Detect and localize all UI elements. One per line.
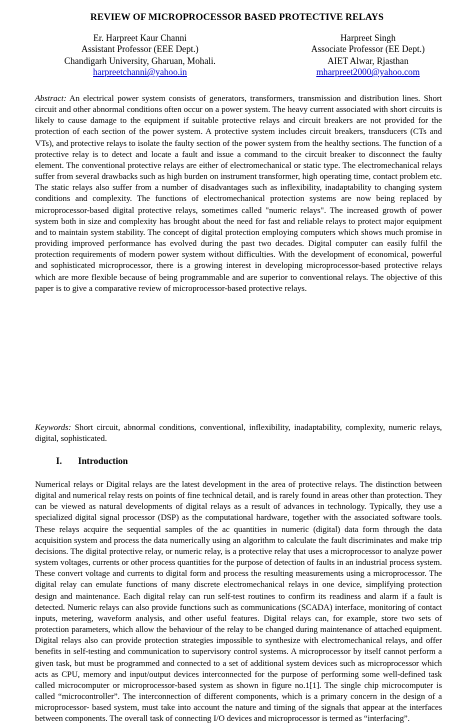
author-affiliation: Chandigarh University, Gharuan, Mohali. xyxy=(64,55,216,66)
abstract-label: Abstract: xyxy=(35,93,67,103)
keywords-paragraph xyxy=(35,422,442,444)
keywords-text: Short circuit, abnormal conditions, conventional, inflexibility, inadaptability, complexity, numeric relays, digital, sophisticated. xyxy=(35,422,443,444)
author-position: Associate Professor (EE Dept.) xyxy=(311,44,425,55)
author-affiliation: AIET Alwar, Rjasthan xyxy=(327,55,409,66)
section-number: I. xyxy=(56,456,62,466)
author-block-2 xyxy=(288,33,448,78)
author-name: Er. Harpreet Kaur Channi xyxy=(93,33,187,43)
abstract-paragraph xyxy=(35,93,442,294)
paper-title: REVIEW OF MICROPROCESSOR BASED PROTECTIVE RELAYS xyxy=(90,12,384,23)
introduction-paragraph: Numerical relays or Digital relays are the latest development in the area of protective relays. The distinction between digital and numerical relay rests on points of fine technical detail, and is rarely found in areas other than protection. They can be viewed as natural developments of digital relays as a result of advances in technology. Typically, they use a specialized digital signal processor (DSP) as the computational hardware, together with the associated software tools. These relays acquire the sequential samples of the ac quantities in numeric (digital) data form through the data acquisition system and process the data numerically using an algorithm to calculate the fault discriminates and make trip decisions. The digital protective relay, or numeric relay, is a protective relay that uses a microprocessor to analyze power system voltages, currents or other process quantities for the purpose of detection of faults in an industrial process system. These convert voltage and currents to digital form and process the resulting measurements using a microprocessor. The digital relay can emulate functions of many discrete electromechanical relays in one device, simplifying protection design and maintenance. Each digital relay can run self-test routines to confirm its readiness and alarm if a fault is detected. Numeric relays can also provide functions such as communications (SCADA) interface, monitoring of contact inputs, metering, waveform analysis, and other useful features. Digital relays can, for example, store two sets of protection parameters, which allow the behaviour of the relay to be changed during maintenance of attached equipment. Digital relays also can provide protection strategies impossible to synthesize with electromechanical relays, and offer benefits in self-testing and communication to supervisory control systems. A microprocessor by itself cannot perform a given task, but must be programmed and connected to a set of additional system devices such as microprocessor which acts as CPU, memory and input/output devices interconnected for the purpose of performing some well-defined task called microcomputer or microprocessor-based system as shown in figure no.1[1]. The single chip microcomputer is called “microcontroller”. The interconnection of different components, which is a primary concern in the design of a microprocessor- based system, must take into account the nature and timing of the signals that appear at the interfaces between components. The overall task of connecting I/O devices and microprocessor is termed as “interfacing”. xyxy=(35,480,442,724)
author-email-link[interactable]: harpreetchanni@yahoo.in xyxy=(93,66,187,77)
section-heading xyxy=(56,456,128,466)
abstract-text: An electrical power system consists of generators, transformers, transmission and distribution lines. Short circuit and other abnormal conditions often occur on a power system. The heavy current associated with short circuits is likely to cause damage to the equipment if suitable protective relays and circuit breakers are not provided for the protection of each section of the power system. A protective system includes circuit breakers, transducers (CTs and VTs), and protective relays to isolate the faulty section of the power system from the healthy sections. The function of a protective relay is to detect and locate a fault and issue a command to the circuit breaker to disconnect the faulty element. The conventional protective relays are either of electromechanical or static type. The electromechanical relays suffer from several drawbacks such as high burden on instrument transformer, high operating time, contact problem etc. The static relays also suffer from a number of disadvantages such as inflexibility, inadaptability to changing system conditions and complexity. The functions of electromechanical protection systems are now being replaced by microprocessor-based digital protective relays, sometimes called "numeric relays". The increased growth of power system both in size and complexity has brought about the need for fast and reliable relays to protect major equipment and to maintain system stability. The concept of digital protection employing computers which shows much promise in providing improved performance has evolved during the past two decades. Digital computer can easily fulfil the protection requirements of modern power system without difficulties. With the development of economical, powerful and sophisticated microprocessor, there is a growing interest in developing microprocessor-based protective relays which are more flexible because of being programmable and are superior to conventional relays. The objective of this paper is to give a comparative review of microprocessor-based protective relays. xyxy=(35,93,442,293)
author-name: Harpreet Singh xyxy=(340,33,396,43)
section-title: Introduction xyxy=(78,456,128,466)
keywords-label: Keywords: xyxy=(35,422,72,432)
author-block-1 xyxy=(40,33,240,78)
author-position: Assistant Professor (EEE Dept.) xyxy=(81,44,199,55)
author-email-link[interactable]: mharpreet2000@yahoo.com xyxy=(316,66,420,77)
